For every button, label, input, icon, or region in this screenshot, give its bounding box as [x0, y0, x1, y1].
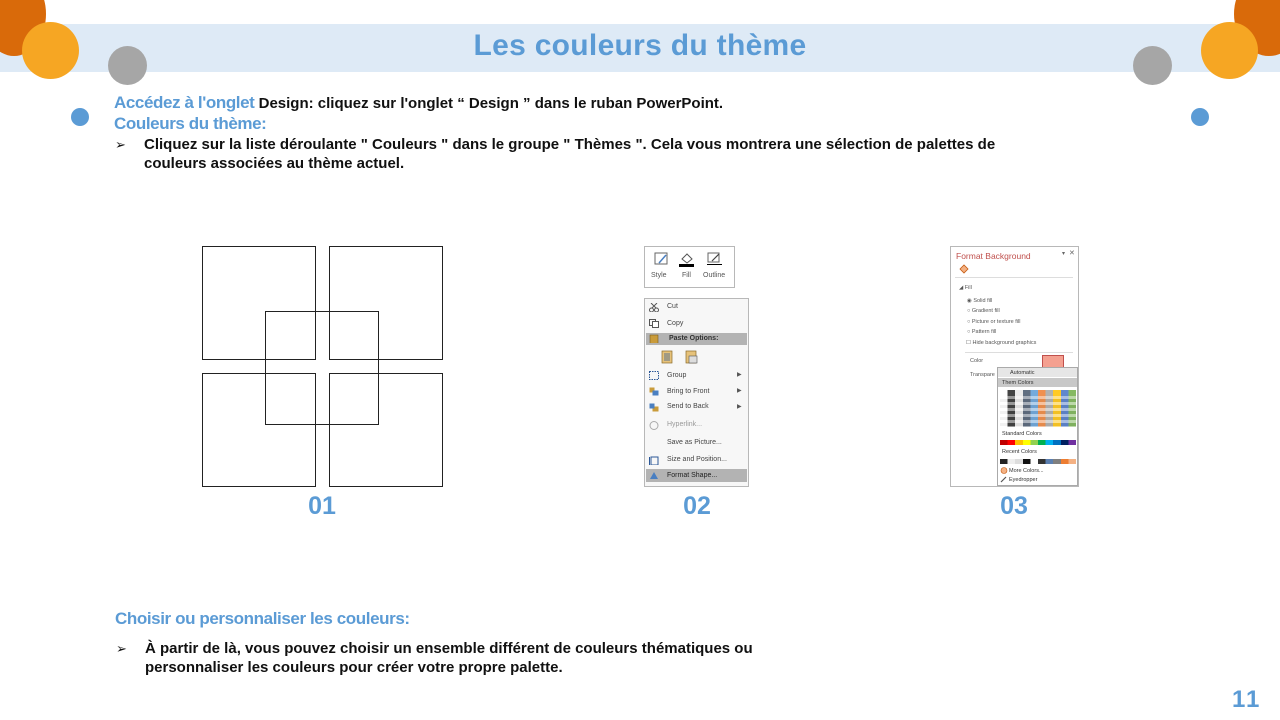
paint-bucket-icon[interactable]	[958, 264, 970, 274]
page-number: 11	[1232, 686, 1262, 713]
pattern-fill-label: Pattern fill	[971, 329, 997, 335]
copy-icon	[649, 319, 659, 328]
submenu-arrow-icon: ▶	[737, 388, 742, 394]
hyperlink-icon	[649, 421, 659, 430]
group-icon	[649, 371, 659, 380]
pane-divider	[955, 277, 1073, 278]
menu-item-bring-to-front[interactable]: Bring to Front	[667, 388, 710, 395]
fill-section-text: Fill	[964, 285, 972, 291]
solid-fill-label: Solid fill	[973, 298, 993, 304]
close-icon[interactable]: ✕	[1069, 250, 1075, 257]
bring-to-front-icon	[649, 387, 659, 396]
menu-item-size-and-position[interactable]: Size and Position...	[667, 456, 727, 463]
recent-colors-label: Recent Colors	[1002, 449, 1037, 455]
radio-pattern-fill[interactable]: ○ Pattern fill	[967, 329, 997, 335]
menu-item-hyperlink: Hyperlink...	[667, 421, 703, 428]
pane-divider	[965, 352, 1073, 353]
recent-color-row[interactable]	[1000, 459, 1076, 464]
size-position-icon	[649, 456, 659, 465]
bullet-arrow-icon: ➢	[116, 641, 127, 656]
checkbox-hide-graphics[interactable]: ☐ Hide background graphics	[966, 340, 1037, 346]
intro-text: Design: cliquez sur l'onglet “ Design ” dans le ruban PowerPoint.	[254, 95, 724, 112]
bullet-arrow-icon: ➢	[115, 137, 126, 152]
figure-label-02: 02	[683, 492, 711, 520]
menu-item-paste-options: Paste Options:	[669, 335, 719, 342]
figure-02-toolbar	[644, 246, 735, 288]
intro-line	[114, 93, 723, 113]
automatic-label: Automatic	[1010, 370, 1035, 376]
menu-item-copy[interactable]: Copy	[667, 320, 684, 327]
submenu-arrow-icon: ▶	[737, 404, 742, 410]
pane-options-icon[interactable]: ▾	[1062, 251, 1066, 257]
radio-picture-fill[interactable]: ○ Picture or texture fill	[967, 319, 1021, 325]
section2-heading: Choisir ou personnaliser les couleurs:	[115, 609, 410, 628]
square-center	[265, 311, 379, 425]
toolbar-style-label: Style	[651, 272, 667, 279]
section2-bullet-line2: personnaliser les couleurs pour créer votre propre palette.	[145, 659, 563, 676]
transparency-label: Transpare	[970, 372, 995, 378]
menu-item-save-as-picture[interactable]: Save as Picture...	[667, 439, 722, 446]
fill-section-label: ◢ Fill	[959, 285, 972, 291]
clipboard-icon	[649, 334, 659, 343]
more-colors-option[interactable]: More Colors...	[1009, 468, 1044, 474]
section2-bullet-line1: À partir de là, vous pouvez choisir un ensemble différent de couleurs thématiques ou	[145, 640, 753, 657]
radio-solid-fill[interactable]: ◉ Solid fill	[967, 298, 993, 304]
format-shape-icon	[649, 471, 659, 480]
color-dropdown	[997, 367, 1078, 486]
submenu-arrow-icon: ▶	[737, 372, 742, 378]
toolbar-fill-label: Fill	[682, 272, 691, 279]
outline-icon[interactable]	[706, 251, 724, 267]
eyedropper-option[interactable]: Eyedropper	[1009, 477, 1038, 483]
intro-highlight: Accédez à l'onglet	[114, 93, 255, 112]
color-label: Color	[970, 358, 984, 364]
format-background-title: Format Background	[956, 251, 1031, 261]
radio-gradient-fill[interactable]: ○ Gradient fill	[967, 308, 1000, 314]
standard-color-row[interactable]	[1000, 440, 1076, 445]
palette-icon	[1000, 467, 1008, 474]
paste-format-icon[interactable]	[661, 349, 675, 364]
menu-item-cut[interactable]: Cut	[667, 303, 678, 310]
picture-fill-label: Picture or texture fill	[971, 319, 1021, 325]
theme-colors-label: Them Colors	[1002, 380, 1034, 386]
section1-bullet-line2: couleurs associées au thème actuel.	[144, 155, 405, 172]
figure-label-01: 01	[308, 492, 336, 520]
gradient-fill-label: Gradient fill	[971, 308, 1000, 314]
toolbar-outline-label: Outline	[703, 272, 726, 279]
paste-picture-icon[interactable]	[685, 349, 699, 364]
menu-item-send-to-back[interactable]: Send to Back	[667, 403, 709, 410]
fill-icon[interactable]	[678, 251, 696, 267]
scissors-icon	[649, 303, 659, 312]
hide-graphics-label: Hide background graphics	[972, 340, 1037, 346]
dot-blue-right	[1191, 108, 1209, 126]
dot-blue-left	[71, 108, 89, 126]
page-title: Les couleurs du thème	[473, 29, 807, 62]
standard-colors-label: Standard Colors	[1002, 431, 1042, 437]
section1-bullet-line1: Cliquez sur la liste déroulante " Couleurs " dans le groupe " Thèmes ". Cela vous montrera une sélection de palettes de	[144, 136, 996, 153]
eyedropper-icon	[1000, 476, 1008, 483]
section1-heading: Couleurs du thème:	[114, 114, 267, 133]
figure-label-03: 03	[1000, 492, 1028, 520]
send-to-back-icon	[649, 403, 659, 412]
menu-item-format-shape[interactable]: Format Shape...	[667, 472, 718, 479]
figure-02-context-menu	[644, 298, 749, 487]
menu-item-group[interactable]: Group	[667, 372, 687, 379]
style-icon[interactable]	[654, 252, 670, 266]
theme-color-shades	[1000, 396, 1076, 427]
figure-03-format-background	[950, 246, 1079, 487]
